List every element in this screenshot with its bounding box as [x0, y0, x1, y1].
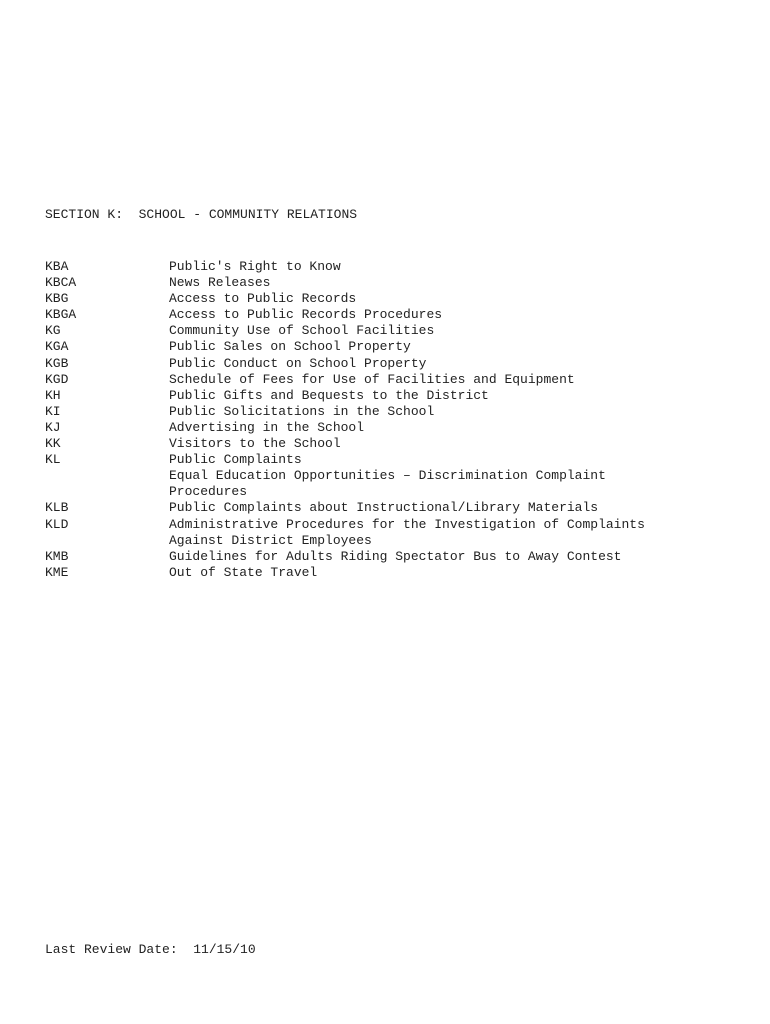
policy-code: KLB [45, 500, 69, 516]
policy-title [169, 452, 745, 468]
policy-title [169, 356, 745, 372]
policy-code: KGA [45, 339, 69, 355]
policy-code: KBA [45, 259, 69, 274]
policy-row [45, 500, 745, 516]
policy-row [45, 259, 745, 275]
policy-title-line: Access to Public Records Procedures [169, 307, 443, 323]
policy-title-line: Visitors to the School [169, 436, 341, 452]
policy-title-line: Community Use of School Facilities [169, 323, 435, 339]
policy-title-line: Guidelines for Adults Riding Spectator Bus to Away Contest [169, 548, 622, 564]
policy-code: KMB [45, 548, 69, 564]
policy-code: KG [45, 323, 61, 339]
policy-title-line: Public Complaints about Instructional/Library Materials [169, 500, 599, 516]
policy-title [169, 420, 745, 436]
policy-row [45, 323, 745, 339]
policy-title-line: Public Gifts and Bequests to the District [169, 387, 489, 403]
policy-list [45, 259, 745, 581]
policy-title-line: Public Conduct on School Property [169, 355, 427, 371]
policy-title [169, 388, 745, 404]
policy-row [45, 565, 745, 581]
policy-title-line: Public Solicitations in the School [169, 403, 435, 419]
policy-code: KH [45, 387, 61, 403]
policy-row [45, 420, 745, 436]
policy-row [45, 307, 745, 323]
policy-title [169, 468, 745, 500]
policy-code: KBG [45, 291, 69, 307]
policy-title-line: Public Complaints [169, 452, 302, 468]
policy-title [169, 339, 745, 355]
policy-code: KBGA [45, 307, 77, 323]
policy-title-line: Advertising in the School [169, 419, 365, 435]
policy-row [45, 275, 745, 291]
policy-title-line: Against District Employees [169, 532, 372, 548]
policy-title-line: Administrative Procedures for the Investigation of Complaints [169, 516, 645, 532]
policy-row [45, 404, 745, 420]
policy-title [169, 307, 745, 323]
policy-title [169, 275, 745, 291]
policy-title [169, 517, 745, 549]
policy-title [169, 291, 745, 307]
policy-code: KI [45, 403, 61, 419]
policy-row [45, 339, 745, 355]
policy-code: KLD [45, 516, 69, 532]
policy-row [45, 517, 745, 549]
policy-code: KBCA [45, 275, 77, 291]
policy-code: KL [45, 452, 61, 468]
policy-title [169, 436, 745, 452]
policy-title-line: Out of State Travel [169, 564, 318, 580]
policy-title-line: Public Sales on School Property [169, 339, 411, 355]
policy-title-line: Public's Right to Know [169, 259, 341, 274]
policy-title-line: Equal Education Opportunities – Discrimination Complaint [169, 468, 606, 484]
policy-code: KK [45, 436, 61, 452]
policy-title-line: News Releases [169, 275, 271, 291]
policy-code [45, 468, 169, 500]
policy-title [169, 323, 745, 339]
policy-title [169, 372, 745, 388]
last-review-date: Last Review Date: 11/15/10 [45, 942, 256, 957]
policy-row [45, 436, 745, 452]
policy-title-line: Schedule of Fees for Use of Facilities and Equipment [169, 371, 575, 387]
policy-title [169, 500, 745, 516]
policy-title-line: Access to Public Records [169, 291, 357, 307]
policy-row [45, 468, 745, 500]
policy-title [169, 259, 745, 275]
policy-row [45, 356, 745, 372]
policy-row [45, 372, 745, 388]
policy-row [45, 291, 745, 307]
policy-code: KJ [45, 419, 61, 435]
policy-row [45, 452, 745, 468]
policy-title [169, 565, 745, 581]
policy-title-line: Procedures [169, 484, 248, 500]
policy-row [45, 549, 745, 565]
policy-code: KGD [45, 371, 69, 387]
policy-row [45, 388, 745, 404]
policy-code: KGB [45, 355, 69, 371]
policy-title [169, 549, 745, 565]
policy-title [169, 404, 745, 420]
policy-code: KME [45, 564, 69, 580]
section-title: SECTION K: SCHOOL - COMMUNITY RELATIONS [45, 207, 358, 222]
